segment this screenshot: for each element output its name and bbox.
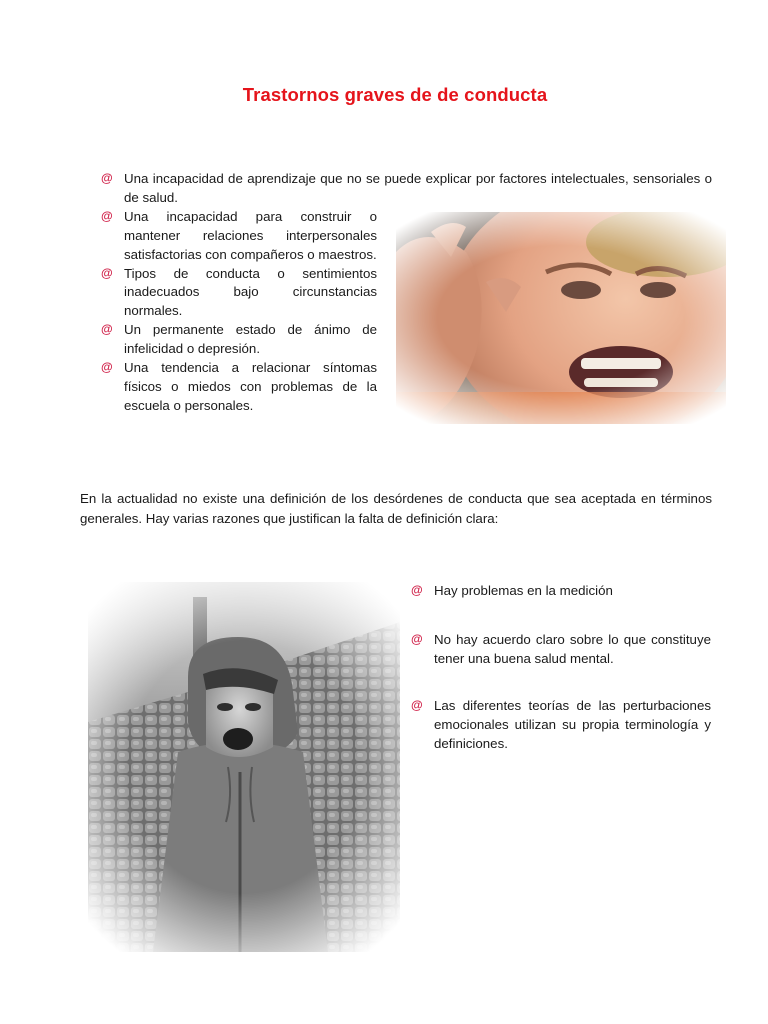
page-title: Trastornos graves de de conducta (242, 84, 548, 105)
list-item-text: Una incapacidad para construir o mantener relaciones interpersonales satisfactorias con compañeros o maestros. (124, 208, 377, 262)
list-item-text: No hay acuerdo claro sobre lo que constituye tener una buena salud mental. (434, 631, 711, 666)
list-item (101, 359, 377, 416)
spiral-bullet-icon: @ (101, 322, 113, 337)
spiral-bullet-icon: @ (411, 697, 423, 712)
symptom-list (101, 170, 712, 416)
reasons-list (411, 582, 711, 783)
list-item-text: Las diferentes teorías de las perturbaciones emocionales utilizan su propia terminología y definiciones. (434, 697, 711, 751)
list-item (101, 208, 377, 265)
spiral-bullet-icon: @ (101, 265, 113, 280)
spiral-bullet-icon: @ (101, 208, 113, 223)
list-item-text: Una incapacidad de aprendizaje que no se puede explicar por factores intelectuales, sensoriales o de salud. (124, 171, 712, 205)
list-item (101, 321, 377, 359)
spiral-bullet-icon: @ (411, 631, 423, 646)
list-item-text: Hay problemas en la medición (434, 583, 613, 598)
spiral-bullet-icon: @ (101, 171, 113, 185)
list-item (101, 170, 712, 208)
angry-child-photo (396, 212, 726, 424)
list-item (101, 265, 377, 322)
list-item-text: Un permanente estado de ánimo de infelicidad o depresión. (124, 322, 377, 357)
intro-paragraph: En la actualidad no existe una definición de los desórdenes de conducta que sea aceptada en términos generales. Hay varias razones que justifican la falta de definición clara: (80, 491, 712, 526)
list-item (411, 582, 711, 601)
screaming-child-photo (88, 582, 400, 952)
spiral-bullet-icon: @ (101, 360, 113, 375)
list-item-text: Tipos de conducta o sentimientos inadecuados bajo circunstancias normales. (124, 265, 377, 319)
list-item-text: Una tendencia a relacionar síntomas físicos o miedos con problemas de la escuela o personales. (124, 360, 377, 413)
list-item (411, 697, 711, 754)
spiral-bullet-icon: @ (411, 583, 423, 597)
list-item (411, 631, 711, 669)
